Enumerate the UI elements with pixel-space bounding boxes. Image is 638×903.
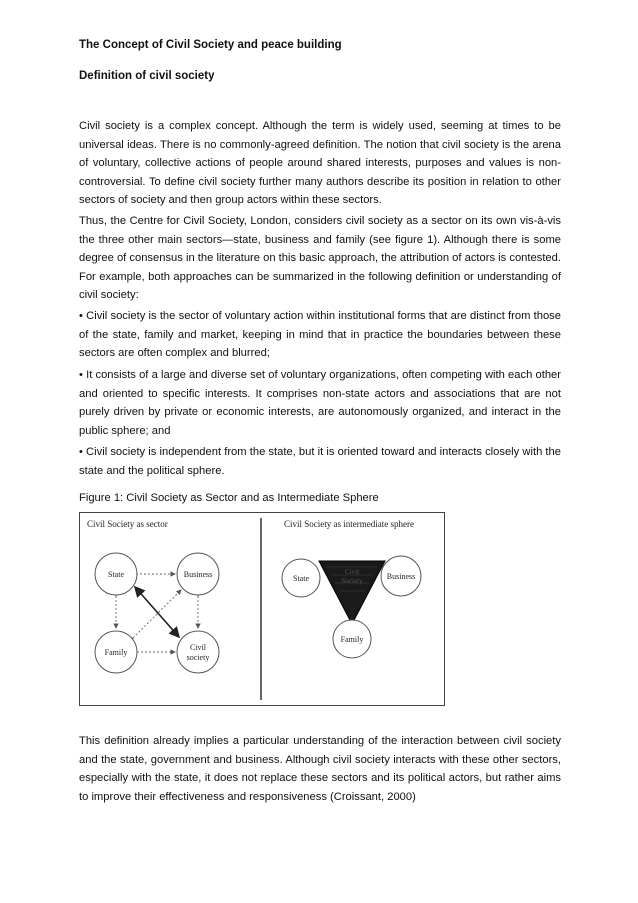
paragraph-centre-for-civil-society: Thus, the Centre for Civil Society, London, considers civil society as a sector on its own vis-à-vis the three other main sectors—state, business and family (see figure 1). Although there is some degree of consensus in the literature on this basic approach, the attribution of actors is contested. For example, both approaches can be summarized in the following definition or understanding of civil society: xyxy=(79,215,561,302)
node-civil-label-line1: Civil xyxy=(189,643,207,652)
left-panel-title: Civil Society as sector xyxy=(87,519,168,529)
node-right-family-label: Family xyxy=(340,635,364,644)
node-right-state-label: State xyxy=(293,574,309,583)
page-title: The Concept of Civil Society and peace building xyxy=(79,39,342,51)
figure-frame xyxy=(80,513,445,706)
node-civil-label-line2: society xyxy=(186,653,210,662)
node-family-label: Family xyxy=(104,648,128,657)
node-state-label: State xyxy=(108,570,124,579)
paragraph-interaction: This definition already implies a particular understanding of the interaction between civil society and the state, government and business. Although civil society interacts with these other sectors, especially with the state, it does not replace these sectors and its political actors, but rather aims to improve their effectiveness and responsiveness (Croissant, 2000) xyxy=(79,735,561,803)
node-right-business-label: Business xyxy=(386,572,416,581)
bullet-sector: • Civil society is the sector of voluntary action within institutional forms that are distinct from those of the state, family and market, keeping in mind that in practice the boundaries between these sectors are often complex and blurred; xyxy=(79,310,561,360)
figure-civil-society-diagram xyxy=(79,512,445,706)
triangle-label-line1: Civil xyxy=(344,568,360,576)
paragraph-intro: Civil society is a complex concept. Although the term is widely used, seeming at times to be universal ideas. There is no commonly-agreed definition. The notion that civil society is the arena of voluntary, collective actions of people around shared interests, purposes and values is non-controversial. To define civil society further many authors describe its position in relation to other sectors of society and then group actors within these sectors. xyxy=(79,120,561,207)
bullet-independence: • Civil society is independent from the state, but it is oriented toward and interacts closely with the state and the political sphere. xyxy=(79,446,561,477)
figure-caption: Figure 1: Civil Society as Sector and as Intermediate Sphere xyxy=(79,492,379,504)
bullet-organizations: • It consists of a large and diverse set of voluntary organizations, often competing with each other and oriented to specific interests. It comprises non-state actors and associations that are not purely driven by private or economic interests, are autonomously organized, and interact in the public sphere; and xyxy=(79,369,561,437)
section-heading: Definition of civil society xyxy=(79,70,215,82)
node-civil-society xyxy=(177,631,219,673)
right-panel-title: Civil Society as intermediate sphere xyxy=(284,519,414,529)
triangle-label-line2: Society xyxy=(341,577,363,585)
node-business-label: Business xyxy=(183,570,213,579)
